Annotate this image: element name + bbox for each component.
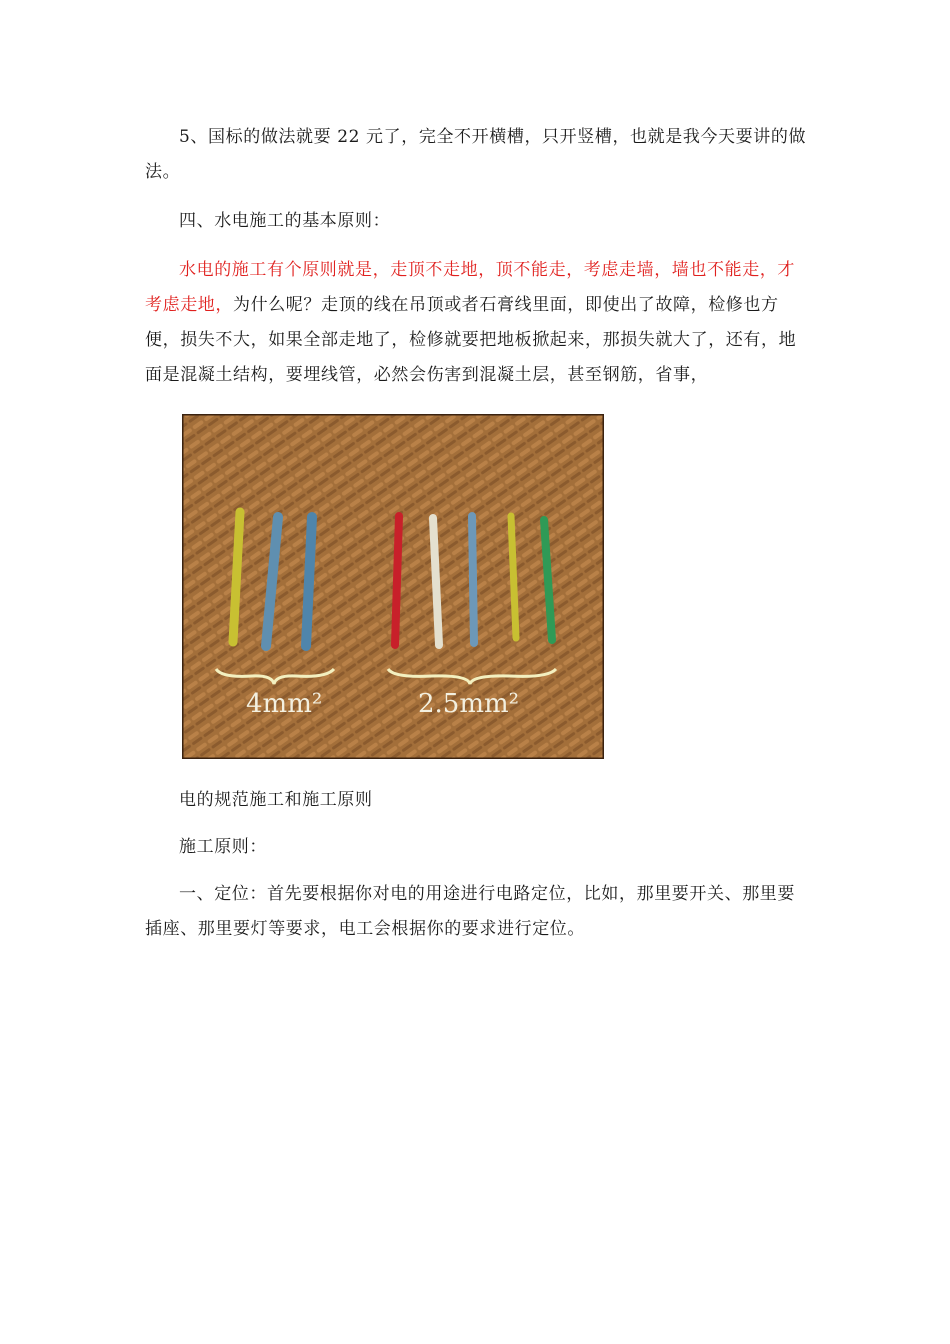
section-heading-basic-principles (145, 204, 809, 239)
highlighted-principle-text: 水电的施工有个原则就是，走顶不走地，顶不能走，考虑走墙，墙也不能走，才考虑走地， (145, 260, 795, 315)
wire-red (395, 516, 399, 645)
subheading-construction-principles (145, 830, 809, 865)
paragraph-routing-principle (145, 253, 809, 393)
wire-blue (306, 517, 312, 646)
paragraph-text: 一、定位：首先要根据你对电的用途进行电路定位，比如，那里要开关、那里要插座、那里要灯等要求，电工会根据你的要求进行定位。 (145, 884, 795, 939)
heading-text: 电的规范施工和施工原则 (179, 790, 373, 810)
subheading-electrical-standards (145, 783, 809, 818)
heading-text: 四、水电施工的基本原则： (179, 211, 391, 231)
label-2-5mm: 2.5mm² (418, 689, 520, 719)
paragraph-national-standard (145, 120, 809, 190)
wire-blue (472, 516, 474, 643)
wire-gauge-photo (182, 414, 604, 759)
wire-yellow-green (511, 516, 516, 638)
paragraph-positioning (145, 877, 809, 947)
paragraph-text: 为什么呢？走顶的线在吊顶或者石膏线里面，即使出了故障，检修也方便，损失不大，如果全部走地了，检修就要把地板掀起来，那损失就大了，还有，地面是混凝土结构，要埋线管，必然会伤害到混凝土层，甚至钢筋，省事， (145, 295, 797, 385)
label-4mm: 4mm² (246, 689, 323, 719)
heading-text: 施工原则： (179, 837, 267, 857)
paragraph-text: 5、国标的做法就要 22 元了，完全不开横槽，只开竖槽，也就是我今天要讲的做法。 (145, 127, 807, 182)
